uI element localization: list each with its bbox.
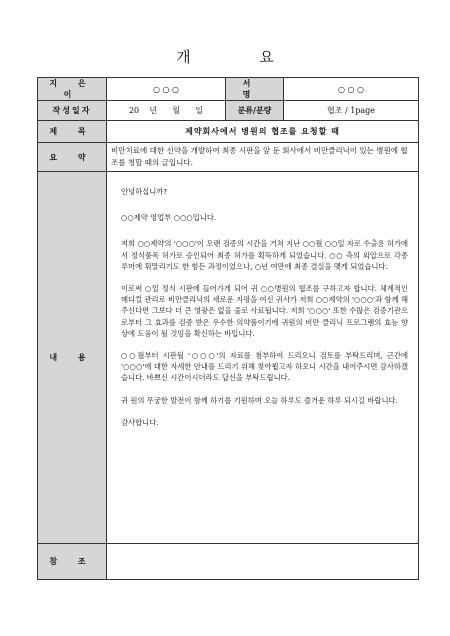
subject-value: 제약회사에서 병원의 협조를 요청할 때 [107, 121, 419, 143]
request-paragraph: 이로써 ○일 정식 시판에 들어가게 되어 귀 ○○병원의 협조를 구하고자 합니다. 체계적인 메디컬 관리로 비만클리닉의 새로운 지평을 여신 귀사가 저희 ○○제약의 '○○○'과 함께 해 주신다면 그보다 더 큰 영광은 없을 줄로 사료됩니다. 저희 '○○○' 또한 수많은 검증기관으로부터 그 효과를 검증 받은 우수한 의약품이기에 귀원의 비만 클리닉 프로그램의 효능 향상에 도움이 될 것임을 확신하는 바입니다. [121, 284, 408, 338]
overview-form-table [37, 77, 419, 580]
subject-label: 제 목 [38, 121, 107, 143]
date-row [38, 101, 419, 121]
summary-value: 비만치료에 대한 신약을 개발하여 최종 시판을 앞 둔 회사에서 비만클리닉이 있는 병원에 협조를 청할 때의 글입니다. [107, 143, 419, 172]
reference-value [107, 544, 419, 580]
thanks-paragraph: 감사합니다. [121, 417, 159, 427]
greeting-paragraph: 안녕하십니까? [121, 187, 168, 196]
attachment-paragraph: ○○월부터 시판될 '○○○'의 자료를 첨부하여 드리오니 검토를 부탁드리며, 근간에 '○○○'에 대한 자세한 안내를 드리기 위해 찾아뵙고자 하오니 시간을 내어주시면 감사하겠습니다. 바쁘신 시간이시더라도 답신을 부탁드립니다. [121, 351, 408, 383]
letter-body [107, 172, 419, 544]
author-label: 지 은 이 [38, 78, 107, 101]
author-row [38, 78, 419, 101]
reference-label: 참 조 [38, 544, 107, 580]
author-value: ○ ○ ○ [107, 78, 226, 101]
summary-label: 요 약 [38, 143, 107, 172]
document-title: 개 요 [176, 48, 306, 66]
category-value: 협조 / 1page [284, 101, 419, 121]
approval-paragraph: 저희 ○○제약의 '○○○'이 오랜 검증의 시간을 거쳐 지난 ○○월 ○○일 자로 수출용 허가에서 정식품목 허가로 승인되어 최종 허가를 획득하게 되었습니다. ○○ 측의 외압으로 각종 루머에 휘말리기도 한 힘든 과정이었으나, ○년 여만에 최종 결실을 맺게 되었습니다. [121, 239, 408, 271]
signature-label: 서 명 [226, 78, 284, 101]
wish-paragraph: 귀 원의 무궁한 발전이 함께 하기를 기원하며 오늘 하루도 즐거운 하루 되시길 바랍니다. [121, 395, 398, 405]
content-label: 내 용 [38, 172, 107, 544]
reference-row [38, 544, 419, 580]
content-row [38, 172, 419, 544]
subject-row [38, 121, 419, 143]
category-label: 분류/분량 [226, 101, 284, 121]
date-value: 20 년 월 일 [107, 101, 226, 121]
sender-paragraph: ○○제약 영업부 ○○○입니다. [121, 213, 217, 223]
date-label: 작성일자 [38, 101, 107, 121]
signature-value: ○ ○ ○ [284, 78, 419, 101]
summary-row [38, 143, 419, 172]
